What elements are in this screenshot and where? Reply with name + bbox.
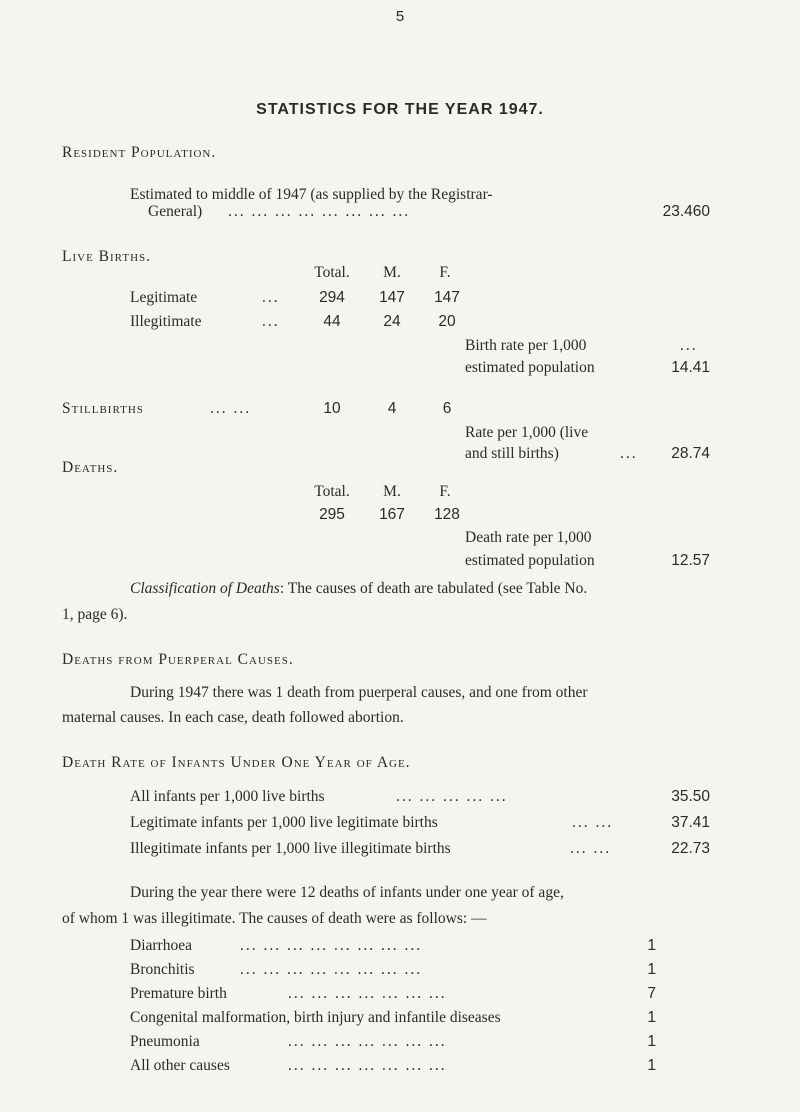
infant-causes-line1: During the year there were 12 deaths of infants under one year of age,: [130, 884, 564, 901]
resident-population-line1: Estimated to middle of 1947 (as supplied by the Registrar-: [130, 186, 493, 203]
birth-rate-value: 14.41: [671, 359, 710, 376]
cause-value: 1: [647, 1033, 656, 1050]
live-births-col-m: M.: [383, 264, 401, 281]
stillbirth-rate-dots: ...: [620, 445, 638, 462]
cause-label: Bronchitis: [130, 961, 195, 978]
illegitimate-m: 24: [383, 313, 401, 330]
death-rate-value: 12.57: [671, 552, 710, 569]
infant-causes-line2: of whom 1 was illegitimate. The causes of death were as follows: —: [62, 910, 487, 927]
resident-population-value: 23.460: [662, 203, 710, 220]
live-births-col-total: Total.: [314, 264, 350, 281]
classification-label: Classification of Deaths: [130, 580, 280, 597]
death-rate-line1: Death rate per 1,000: [465, 529, 592, 546]
stillbirth-rate-line1: Rate per 1,000 (live: [465, 424, 589, 441]
infant-rate-row-label: Legitimate infants per 1,000 live legitimate births: [130, 814, 438, 831]
illegitimate-f: 20: [438, 313, 456, 330]
deaths-m: 167: [379, 506, 405, 523]
legitimate-label: Legitimate: [130, 289, 198, 306]
cause-dots: ... ... ... ... ... ... ... ...: [240, 961, 423, 978]
live-births-heading: Live Births.: [62, 248, 152, 265]
deaths-col-m: M.: [383, 483, 401, 500]
page-number: 5: [395, 8, 405, 25]
cause-label: Pneumonia: [130, 1033, 200, 1050]
page-title: STATISTICS FOR THE YEAR 1947.: [256, 101, 544, 118]
cause-value: 1: [647, 961, 656, 978]
cause-value: 7: [647, 985, 656, 1002]
legitimate-dots: ...: [262, 289, 280, 306]
stillbirth-rate-line2: and still births): [465, 445, 559, 462]
cause-dots: ... ... ... ... ... ... ...: [288, 1033, 447, 1050]
infant-rate-row-value: 37.41: [671, 814, 710, 831]
classification-line1: [130, 580, 587, 598]
cause-label: Diarrhoea: [130, 937, 192, 954]
puerperal-line2: maternal causes. In each case, death followed abortion.: [62, 709, 404, 726]
cause-label: All other causes: [130, 1057, 230, 1074]
deaths-col-f: F.: [439, 483, 451, 500]
stillbirth-rate-value: 28.74: [671, 445, 710, 462]
cause-label: Premature birth: [130, 985, 227, 1002]
resident-population-line2: General): [148, 203, 203, 220]
cause-dots: ... ... ... ... ... ... ... ...: [240, 937, 423, 954]
birth-rate-line1: Birth rate per 1,000: [465, 337, 587, 354]
classification-text: : The causes of death are tabulated (see Table No.: [279, 580, 588, 597]
cause-value: 1: [647, 937, 656, 954]
infant-rate-row-dots: ... ... ... ... ...: [396, 788, 508, 805]
illegitimate-label: Illegitimate: [130, 313, 202, 330]
infant-rate-row-value: 22.73: [671, 840, 710, 857]
cause-value: 1: [647, 1057, 656, 1074]
stillbirths-heading: Stillbirths: [62, 400, 144, 417]
puerperal-heading: Deaths from Puerperal Causes.: [62, 651, 294, 668]
stillbirths-f: 6: [442, 400, 452, 417]
deaths-f: 128: [434, 506, 460, 523]
classification-line2: 1, page 6).: [62, 606, 128, 623]
puerperal-line1: During 1947 there was 1 death from puerperal causes, and one from other: [130, 684, 588, 701]
live-births-col-f: F.: [439, 264, 451, 281]
legitimate-m: 147: [379, 289, 405, 306]
illegitimate-total: 44: [323, 313, 341, 330]
illegitimate-dots: ...: [262, 313, 280, 330]
infant-rate-row-dots: ... ...: [572, 814, 614, 831]
legitimate-f: 147: [434, 289, 460, 306]
infant-rate-row-label: All infants per 1,000 live births: [130, 788, 325, 805]
infant-rate-row-value: 35.50: [671, 788, 710, 805]
stillbirths-dots: ... ...: [210, 400, 252, 417]
birth-rate-line2: estimated population: [465, 359, 595, 376]
stillbirths-m: 4: [387, 400, 397, 417]
cause-dots: ... ... ... ... ... ... ...: [288, 985, 447, 1002]
infant-rate-row-label: Illegitimate infants per 1,000 live illegitimate births: [130, 840, 451, 857]
deaths-total: 295: [319, 506, 345, 523]
cause-value: 1: [647, 1009, 656, 1026]
stillbirths-total: 10: [323, 400, 341, 417]
birth-rate-dots: ...: [680, 337, 698, 354]
infant-rate-row-dots: ... ...: [570, 840, 612, 857]
resident-population-heading: Resident Population.: [62, 144, 217, 161]
infant-rate-heading: Death Rate of Infants Under One Year of Age.: [62, 754, 411, 771]
cause-label: Congenital malformation, birth injury and infantile diseases: [130, 1009, 501, 1026]
cause-dots: ... ... ... ... ... ... ...: [288, 1057, 447, 1074]
deaths-heading: Deaths.: [62, 459, 119, 476]
death-rate-line2: estimated population: [465, 552, 595, 569]
resident-population-dots: ... ... ... ... ... ... ... ...: [228, 203, 411, 220]
legitimate-total: 294: [319, 289, 345, 306]
deaths-col-total: Total.: [314, 483, 350, 500]
